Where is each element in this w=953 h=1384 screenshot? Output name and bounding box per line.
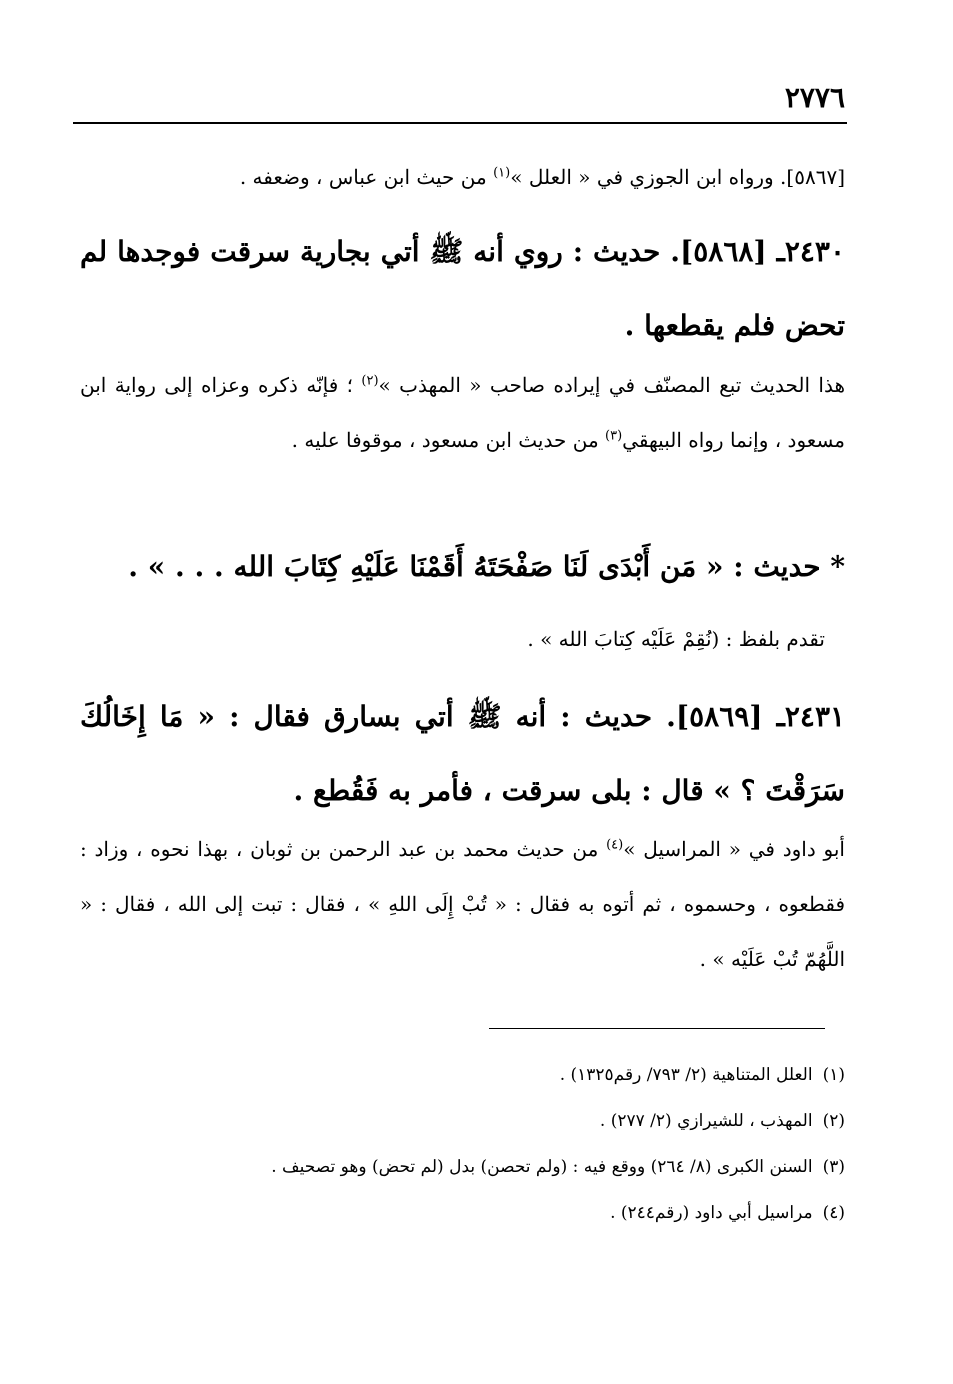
hadith-ref-number: [٥٨٦٩]. [652, 700, 777, 733]
footnote-number: (٢) [822, 1111, 845, 1131]
footnote-text: العلل المتناهية (٢/ ٧٩٣/ رقم١٣٢٥) . [559, 1065, 813, 1085]
footnote-number: (٤) [822, 1203, 845, 1223]
paragraph-text: أبو داود في « المراسيل » [623, 837, 845, 861]
footnote-ref[interactable]: (٢) [361, 373, 379, 389]
paragraph-5867 [80, 150, 845, 205]
paragraph-cross-reference [80, 612, 825, 667]
paragraph-text: من حيث ابن عباس ، وضعفه . [239, 165, 494, 189]
footnote-2 [100, 1098, 845, 1144]
paragraph-text: من حديث ابن مسعود ، موقوفا عليه . [291, 428, 606, 452]
hadith-2430 [80, 215, 845, 363]
header-rule [73, 122, 847, 124]
hadith-star [80, 530, 845, 604]
hadith-number: ٢٤٣١ـ [776, 700, 846, 733]
footnote-ref[interactable]: (٣) [605, 428, 623, 444]
footnote-ref[interactable]: (٤) [606, 837, 624, 853]
page-number: ٢٧٧٦ [784, 81, 845, 114]
footnote-number: (١) [822, 1065, 845, 1085]
footnote-4 [100, 1190, 845, 1236]
footnote-ref[interactable]: (١) [493, 165, 511, 181]
paragraph-text: تقدم بلفظ : (نُقِمْ عَلَيْه كِتابَ الله » . [527, 627, 825, 651]
hadith-number: ٢٤٣٠ـ [776, 235, 845, 268]
paragraph-text: [٥٨٦٧]. ورواه ابن الجوزي في « العلل » [510, 165, 845, 189]
footnote-3 [100, 1144, 845, 1190]
hadith-ref-number: [٥٨٦٨]. [660, 235, 777, 268]
paragraph-text: هذا الحديث تبع المصنّف في إيراده صاحب « المهذب » [378, 373, 845, 397]
hadith-2431 [80, 680, 845, 828]
footnote-text: المهذب ، للشيرازي (٢/ ٢٧٧) . [599, 1111, 813, 1131]
footnote-rule [489, 1028, 825, 1029]
footnote-1 [100, 1052, 845, 1098]
hadith-text: حديث : أنه ﷺ أتي بسارق فقال : « مَا إِخَالُكَ سَرَقْتَ ؟ » قال : بلى سرقت ، فأمر به فَقُطع . [80, 700, 845, 807]
paragraph-commentary-2431 [80, 822, 845, 987]
footnote-text: السنن الكبرى (٨/ ٢٦٤) ووقع فيه : (ولم تحصن) بدل (لم تحض) وهو تصحيف . [271, 1157, 813, 1177]
hadith-text: * حديث : « مَن أَبْدَى لَنَا صَفْحَتَهُ أَقَمْنَا عَلَيْهِ كِتَابَ الله . . . » . [128, 550, 845, 583]
paragraph-commentary-2430 [80, 358, 845, 468]
footnote-text: مراسيل أبي داود (رقم٢٤٤) . [610, 1203, 813, 1223]
hadith-text: حديث : روي أنه ﷺ أتي بجارية سرقت فوجدها لم تحض فلم يقطعها . [80, 235, 845, 342]
paragraph-text: ؛ فإنّه ذكره وعزاه إلى رواية ابن مسعود ، وإنما رواه البيهقي [80, 373, 845, 452]
paragraph-text: من حديث محمد بن عبد الرحمن بن ثوبان ، بهذا نحوه ، وزاد : فقطعوه ، وحسموه ، ثم أتوه به فقال : « تُبْ إِلَى اللهِ » ، فقال : تبت إلى الله ، فقال : « اللَّهُمّ تُبْ عَلَيْه » . [80, 837, 845, 971]
footnote-number: (٣) [822, 1157, 845, 1177]
